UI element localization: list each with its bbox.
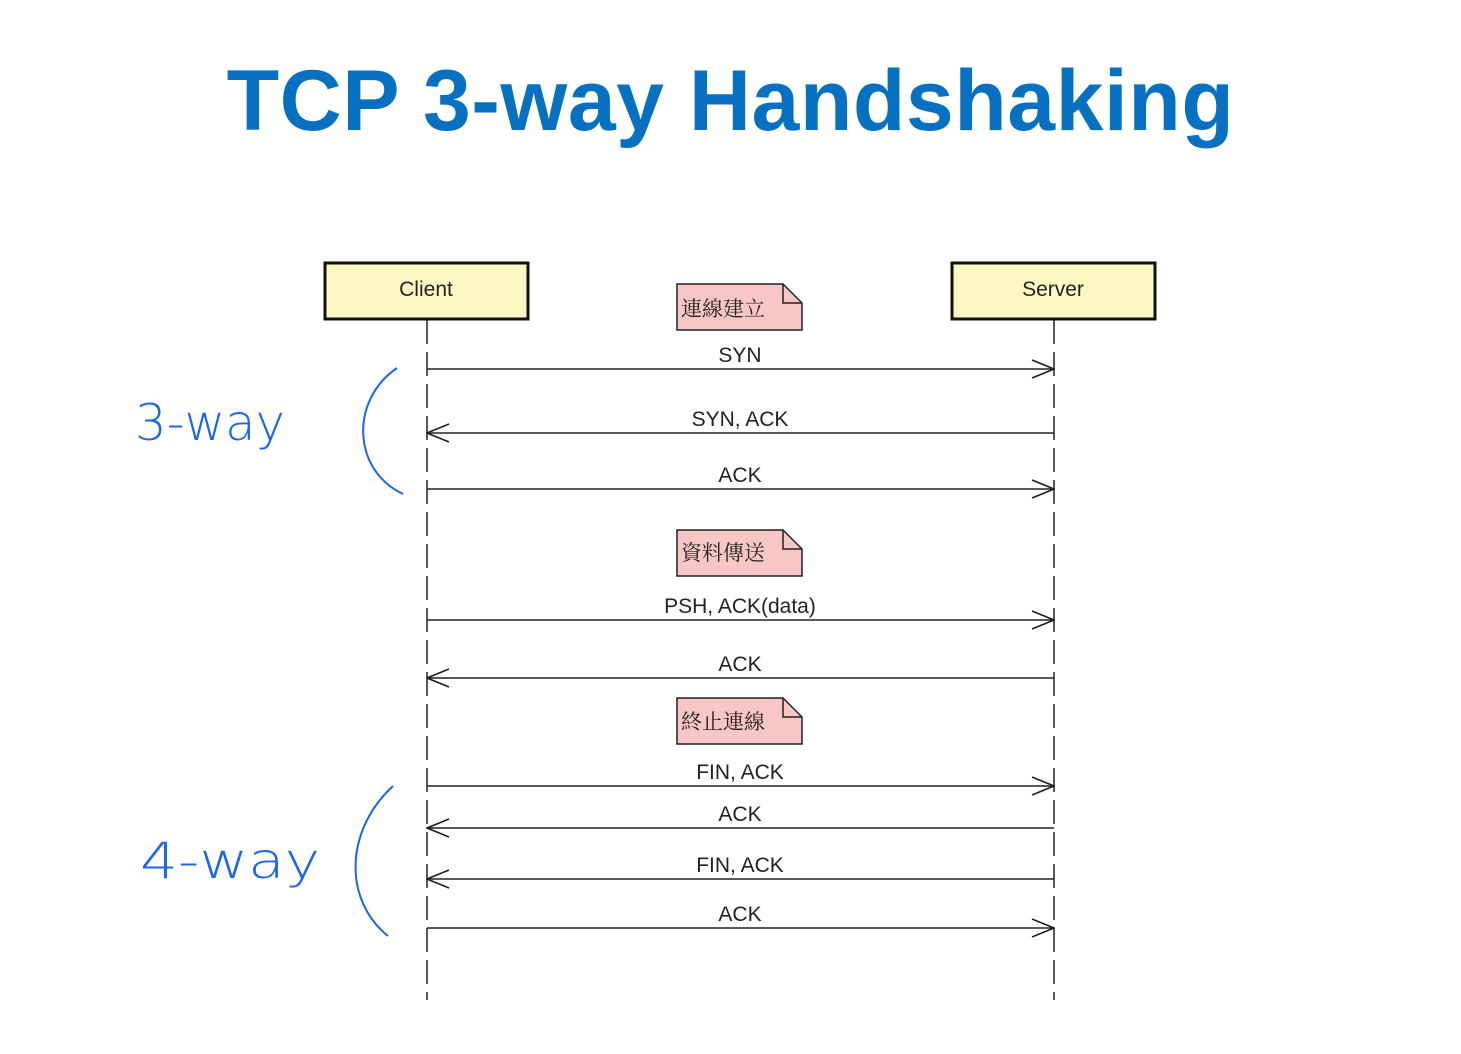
three-way-annotation	[135, 368, 403, 494]
message-label: ACK	[718, 903, 762, 926]
server-label: Server	[1022, 278, 1084, 301]
four-way-annotation	[140, 786, 393, 936]
message-psh-ack	[427, 595, 1054, 620]
message-syn	[427, 344, 1054, 369]
message-label: FIN, ACK	[696, 761, 784, 784]
note-connect-label: 連線建立	[681, 297, 765, 321]
note-transfer	[677, 530, 802, 576]
three-way-label: 3-way	[135, 394, 285, 452]
message-label: ACK	[718, 803, 762, 826]
message-label: SYN	[718, 344, 762, 367]
four-way-bracket	[356, 786, 393, 936]
note-terminate-label: 終止連線	[681, 710, 765, 734]
message-label: SYN, ACK	[691, 408, 789, 431]
four-way-label: 4-way	[140, 832, 320, 890]
server-actor	[952, 263, 1155, 319]
message-fin-ack-server	[427, 854, 1054, 879]
message-ack	[427, 464, 1054, 489]
message-label: ACK	[718, 653, 762, 676]
message-label: ACK	[718, 464, 762, 487]
message-fin-ack-client	[427, 761, 1054, 786]
page-title: TCP 3-way Handshaking	[226, 53, 1235, 149]
message-label: FIN, ACK	[696, 854, 784, 877]
message-final-ack	[427, 903, 1054, 928]
client-label: Client	[399, 278, 453, 301]
client-actor	[325, 263, 528, 319]
message-syn-ack	[427, 408, 1054, 433]
message-fin-ack-reply	[427, 803, 1054, 828]
message-data-ack	[427, 653, 1054, 678]
message-label: PSH, ACK(data)	[664, 595, 816, 618]
note-transfer-label: 資料傳送	[681, 541, 765, 565]
three-way-bracket	[363, 368, 403, 494]
note-terminate	[677, 698, 802, 744]
note-connect	[677, 284, 802, 330]
